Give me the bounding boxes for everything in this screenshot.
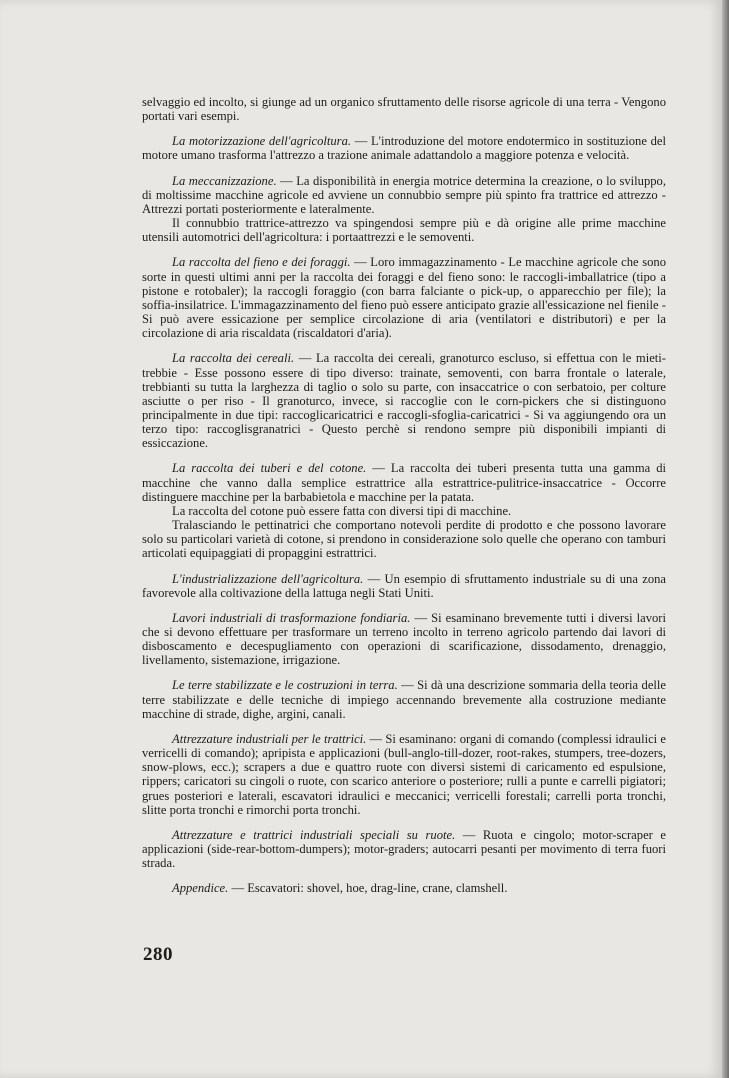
paragraph-attrezzature-trattrici: Attrezzature industriali per le trattrici. — Si esaminano: organi di comando (complessi idraulici e verricelli di comando); apripista e applicazioni (bull-anglo-till-dozer, root-rakes, stumpers, tree-dozers, snow-plows, ecc.); scrapers a due e quattro ruote con diversi sistemi di caricamento ed espulsione, rippers; caricatori su cingoli o ruote, con scarico anteriore o posteriore; rulli a punte e carrelli pigiatori; grues posteriori e laterali, escavatori idraulici e meccanici; verricelli forestali; carrelli porta tronchi, slitte porta tronchi e rimorchi porta tronchi. [142,731,666,817]
paragraph-heading: L'industrializzazione dell'agricoltura. [172,571,364,586]
paragraph-heading: Le terre stabilizzate e le costruzioni in terra. [172,678,398,693]
paragraph-attrezzature-speciali: Attrezzature e trattrici industriali speciali su ruote. — Ruota e cingolo; motor-scraper e applicazioni (side-rear-bottom-dumpers); motor-graders; autocarri pesanti per movimento di terra fuori strada. [142,827,666,871]
paragraph-raccolta-fieno: La raccolta del fieno e dei foraggi. — Loro immagazzinamento - Le macchine agricole che sono sorte in questi ultimi anni per la raccolta dei foraggi e del fieno sono: le raccogli-imballatrice (tipo a pistone e rotobaler); la raccogli foraggio (con barra falciante o pick-up, o apparecchio per file); la soffia-insilatrice. L'immagazzinamento del fieno può essere anticipato grazie all'essicazione nel fienile - Si può avere essicazione per semplice circolazione di aria (ventilatori e distributori) e per la circolazione di aria riscaldata (riscaldatori d'aria). [142,255,666,341]
paragraph-motorizzazione: La motorizzazione dell'agricoltura. — L'introduzione del motore endotermico in sostituzione del motore umano trasforma l'attrezzo a trazione animale adattandolo a maggiore potenza e velocità. [142,134,666,163]
paragraph-raccolta-cereali: La raccolta dei cereali. — La raccolta dei cereali, granoturco escluso, si effettua con le mieti-trebbie - Esse possono essere di tipo diverso: trainate, semoventi, con barra frontale o laterale, trebbianti su tutta la larghezza di taglio o solo su parte, con insaccatrice o con serbatoio, per colture asciutte o per riso - Il granoturco, invece, si raccoglie con le corn-pickers che si distinguono principalmente in due tipi: raccoglicaricatrici e raccogli-sfoglia-caricatrici - Si va aggiungendo ora un terzo tipo: raccoglisgranatrici - Questo perchè si rendono sempre più disponibili impianti di essiccazione. [142,351,667,451]
page-edge [722,0,729,1078]
paragraph-heading: La raccolta dei tuberi e del cotone. [172,461,367,476]
paragraph-cotone: La raccolta del cotone può essere fatta con diversi tipi di macchine. [172,503,512,518]
paragraph-terre-stabilizzate: Le terre stabilizzate e le costruzioni in terra. — Si dà una descrizione sommaria della teoria delle terre stabilizzate e delle tecniche di impiego accennando brevemente alla costruzione mediante macchine di strade, dighe, argini, canali. [142,678,666,721]
body-text [142,95,666,896]
paragraph-heading: La raccolta dei cereali. [172,351,295,366]
paragraph-meccanizzazione: La meccanizzazione. — La disponibilità in energia motrice determina la creazione, o lo sviluppo, di moltissime macchine agricole ed avviene un connubbio sempre più spinto fra trattrice ed attrezzo - Attrezzi portati posteriormente e lateralmente. [142,173,666,216]
paragraph-industrializzazione: L'industrializzazione dell'agricoltura. — Un esempio di sfruttamento industriale su di una zona favorevole alla coltivazione della lattuga negli Stati Uniti. [142,571,666,600]
paragraph-pettinatrici: Tralasciando le pettinatrici che comportano notevoli perdite di prodotto e che possono lavorare solo su particolari varietà di cotone, si prendono in considerazione solo quelle che operano con tamburi articolati equipaggiati di propaggini estrattrici. [142,518,666,561]
paragraph-heading: Attrezzature e trattrici industriali speciali su ruote. [172,827,456,842]
page-number: 280 [143,944,173,965]
paragraph-heading: La raccolta del fieno e dei foraggi. [172,255,351,270]
paragraph-appendice: Appendice. — Escavatori: shovel, hoe, drag-line, crane, clamshell. [172,881,508,896]
paragraph-1: selvaggio ed incolto, si giunge ad un organico sfruttamento delle risorse agricole di una terra - Vengono portati vari esempi. [142,95,666,124]
paragraph-heading: Appendice. [172,881,229,896]
paragraph-lavori-industriali: Lavori industriali di trasformazione fondiaria. — Si esaminano brevemente tutti i diversi lavori che si devono effettuare per trasformare un terreno incolto in terreno agricolo partendo dai lavori di disboscamento e decespugliamento con operazioni di scarificazione, dissodamento, drenaggio, livellamento, sistemazione, irrigazione. [142,610,666,668]
paragraph-heading: Attrezzature industriali per le trattrici. [172,731,367,746]
paragraph-connubbio: Il connubbio trattrice-attrezzo va spingendosi sempre più e dà origine alle prime macchine utensili automotrici dell'agricoltura: i portaattrezzi e le semoventi. [142,216,666,245]
paragraph-heading: Lavori industriali di trasformazione fondiaria. [172,610,411,625]
paragraph-heading: La meccanizzazione. [172,173,277,188]
paragraph-heading: La motorizzazione dell'agricoltura. [172,134,352,149]
paragraph-raccolta-tuberi: La raccolta dei tuberi e del cotone. — La raccolta dei tuberi presenta tutta una gamma di macchine che vanno dalla semplice estrattrice alla estrattrice-pulitrice-insaccatrice - Occorre distinguere macchine per la barbabietola e macchine per la patata. [142,461,667,504]
